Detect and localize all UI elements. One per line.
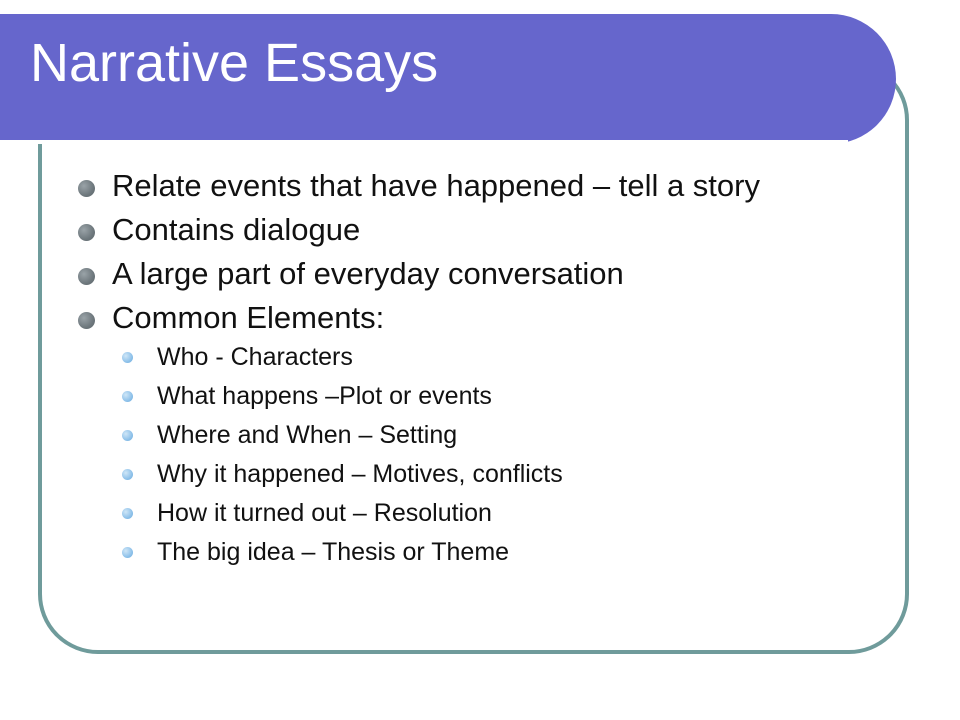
title-underline [0, 140, 848, 144]
bullet-icon [78, 312, 95, 329]
bullet-icon [78, 224, 95, 241]
slide-title: Narrative Essays [30, 33, 439, 93]
sub-bullet-icon [122, 469, 133, 480]
sub-bullet-icon [122, 430, 133, 441]
bullet-item [75, 256, 835, 292]
bullet-item [75, 212, 835, 248]
bullet-text: A large part of everyday conversation [112, 256, 624, 291]
bullet-item [75, 300, 835, 567]
sub-bullet-icon [122, 508, 133, 519]
sub-bullet-text: The big idea – Thesis or Theme [157, 538, 510, 566]
sub-bullet-item [117, 342, 835, 372]
sub-bullet-item [117, 420, 835, 450]
sub-bullet-item [117, 381, 835, 411]
bullet-text: Relate events that have happened – tell a story [112, 168, 760, 203]
sub-bullet-list [112, 342, 835, 567]
sub-bullet-text: Why it happened – Motives, conflicts [157, 460, 563, 488]
sub-bullet-icon [122, 352, 133, 363]
sub-bullet-item [117, 498, 835, 528]
bullet-icon [78, 180, 95, 197]
bullet-text: Contains dialogue [112, 212, 361, 247]
bullet-text: Common Elements: [112, 300, 385, 335]
sub-bullet-text: Who - Characters [157, 343, 353, 371]
bullet-list [75, 168, 835, 567]
bullet-icon [78, 268, 95, 285]
slide-content [75, 168, 835, 576]
sub-bullet-text: Where and When – Setting [157, 421, 458, 449]
sub-bullet-text: How it turned out – Resolution [157, 499, 492, 527]
sub-bullet-icon [122, 391, 133, 402]
sub-bullet-text: What happens –Plot or events [157, 382, 492, 410]
sub-bullet-item [117, 537, 835, 567]
sub-bullet-item [117, 459, 835, 489]
sub-bullet-icon [122, 547, 133, 558]
bullet-item [75, 168, 835, 204]
